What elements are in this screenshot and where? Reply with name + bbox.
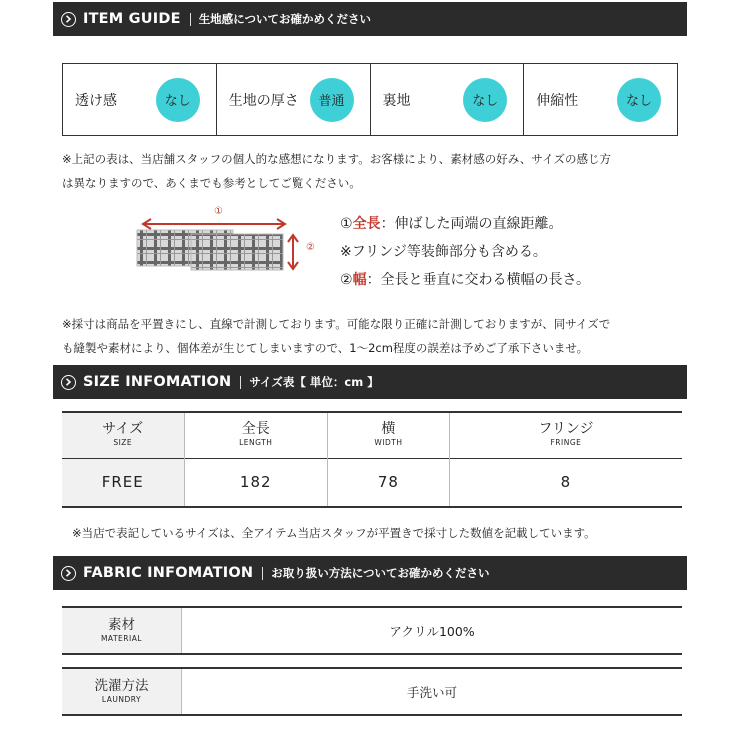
fabric-row-header (62, 608, 182, 653)
size-note: ※当店で表記しているサイズは、全アイテム当店スタッフが平置きで採寸した数値を記載しています。 (72, 526, 596, 540)
cell-width: 78 (328, 458, 450, 507)
legend-line-length (340, 210, 590, 238)
guide-note (62, 147, 611, 195)
fabric-value: アクリル100% (389, 623, 475, 639)
guide-badge: なし (156, 78, 200, 122)
table-row (62, 458, 682, 507)
cell-length: 182 (184, 458, 328, 507)
note-line: ※上記の表は、当店舗スタッフの個人的な感想になります。お客様により、素材感の好み、サイズの感じ方 (62, 152, 611, 166)
section-subtitle: お取り扱い方法についてお確かめください (271, 566, 490, 580)
chevron-right-icon (61, 12, 76, 27)
header-width: 横 WIDTH (328, 412, 450, 458)
fabric-value: 手洗い可 (406, 684, 457, 700)
legend-line-width (340, 266, 590, 294)
size-table-header-row (62, 412, 682, 458)
fabric-label: 素材 (108, 616, 135, 633)
cell-size: FREE (62, 458, 184, 507)
size-info-header (53, 365, 687, 399)
header-fringe: フリンジ FRINGE (538, 421, 594, 448)
divider (262, 567, 263, 580)
diagram-legend (340, 210, 590, 294)
guide-cell-stretch (524, 64, 677, 135)
note-line: も縫製や素材により、個体差が生じてしまいますので、1〜2cm程度の誤差は予めご了承下さいませ。 (62, 341, 589, 355)
fabric-row-header (62, 669, 182, 714)
scarf-diagram (135, 200, 325, 280)
guide-badge: なし (463, 78, 507, 122)
legend-text: ：全長と垂直に交わる横幅の長さ。 (366, 272, 591, 288)
cell-fringe: 8 (560, 473, 572, 492)
guide-label: 裏地 (382, 92, 411, 109)
fabric-label: 洗濯方法 (94, 677, 149, 694)
guide-badge: なし (617, 78, 661, 122)
header-size: サイズ SIZE (62, 412, 184, 458)
section-title: SIZE INFOMATION (83, 374, 232, 390)
section-title: FABRIC INFOMATION (83, 565, 254, 581)
divider (240, 376, 241, 389)
legend-term: 幅 (352, 272, 367, 288)
legend-term: 全長 (352, 216, 381, 232)
section-subtitle: サイズ表【 単位：cm 】 (249, 375, 379, 389)
guide-cell-thickness (217, 64, 371, 135)
fabric-row-laundry (62, 667, 682, 716)
size-table (62, 411, 682, 508)
chevron-right-icon (61, 566, 76, 581)
item-guide-table (62, 63, 678, 136)
section-subtitle: 生地感についてお確かめください (198, 12, 371, 26)
section-title: ITEM GUIDE (83, 11, 181, 27)
legend-text: ：伸ばした両端の直線距離。 (380, 216, 563, 232)
fabric-info-header (53, 556, 687, 590)
marker-2: ② (306, 242, 315, 253)
fabric-row-material (62, 606, 682, 655)
legend-line-fringe: ※フリンジ等装飾部分も含める。 (340, 244, 547, 260)
item-guide-header (53, 2, 687, 36)
guide-label: 生地の厚さ (228, 92, 299, 109)
legend-prefix: ② (340, 272, 353, 288)
chevron-right-icon (61, 375, 76, 390)
marker-1: ① (214, 206, 223, 217)
header-length: 全長 LENGTH (184, 412, 328, 458)
note-line: は異なりますので、あくまでも参考としてご覧ください。 (62, 176, 361, 190)
note-line: ※採寸は商品を平置きにし、直線で計測しております。可能な限り正確に計測しておりますが、同サイズで (62, 317, 611, 331)
guide-cell-transparency (63, 64, 217, 135)
fabric-label-en: MATERIAL (100, 633, 143, 643)
guide-label: 透け感 (75, 92, 117, 109)
divider (190, 13, 191, 26)
legend-prefix: ① (340, 216, 353, 232)
guide-cell-lining (371, 64, 525, 135)
guide-label: 伸縮性 (536, 92, 579, 109)
measure-note (62, 312, 610, 360)
fabric-label-en: LAUNDRY (101, 694, 142, 704)
guide-badge: 普通 (310, 78, 354, 122)
